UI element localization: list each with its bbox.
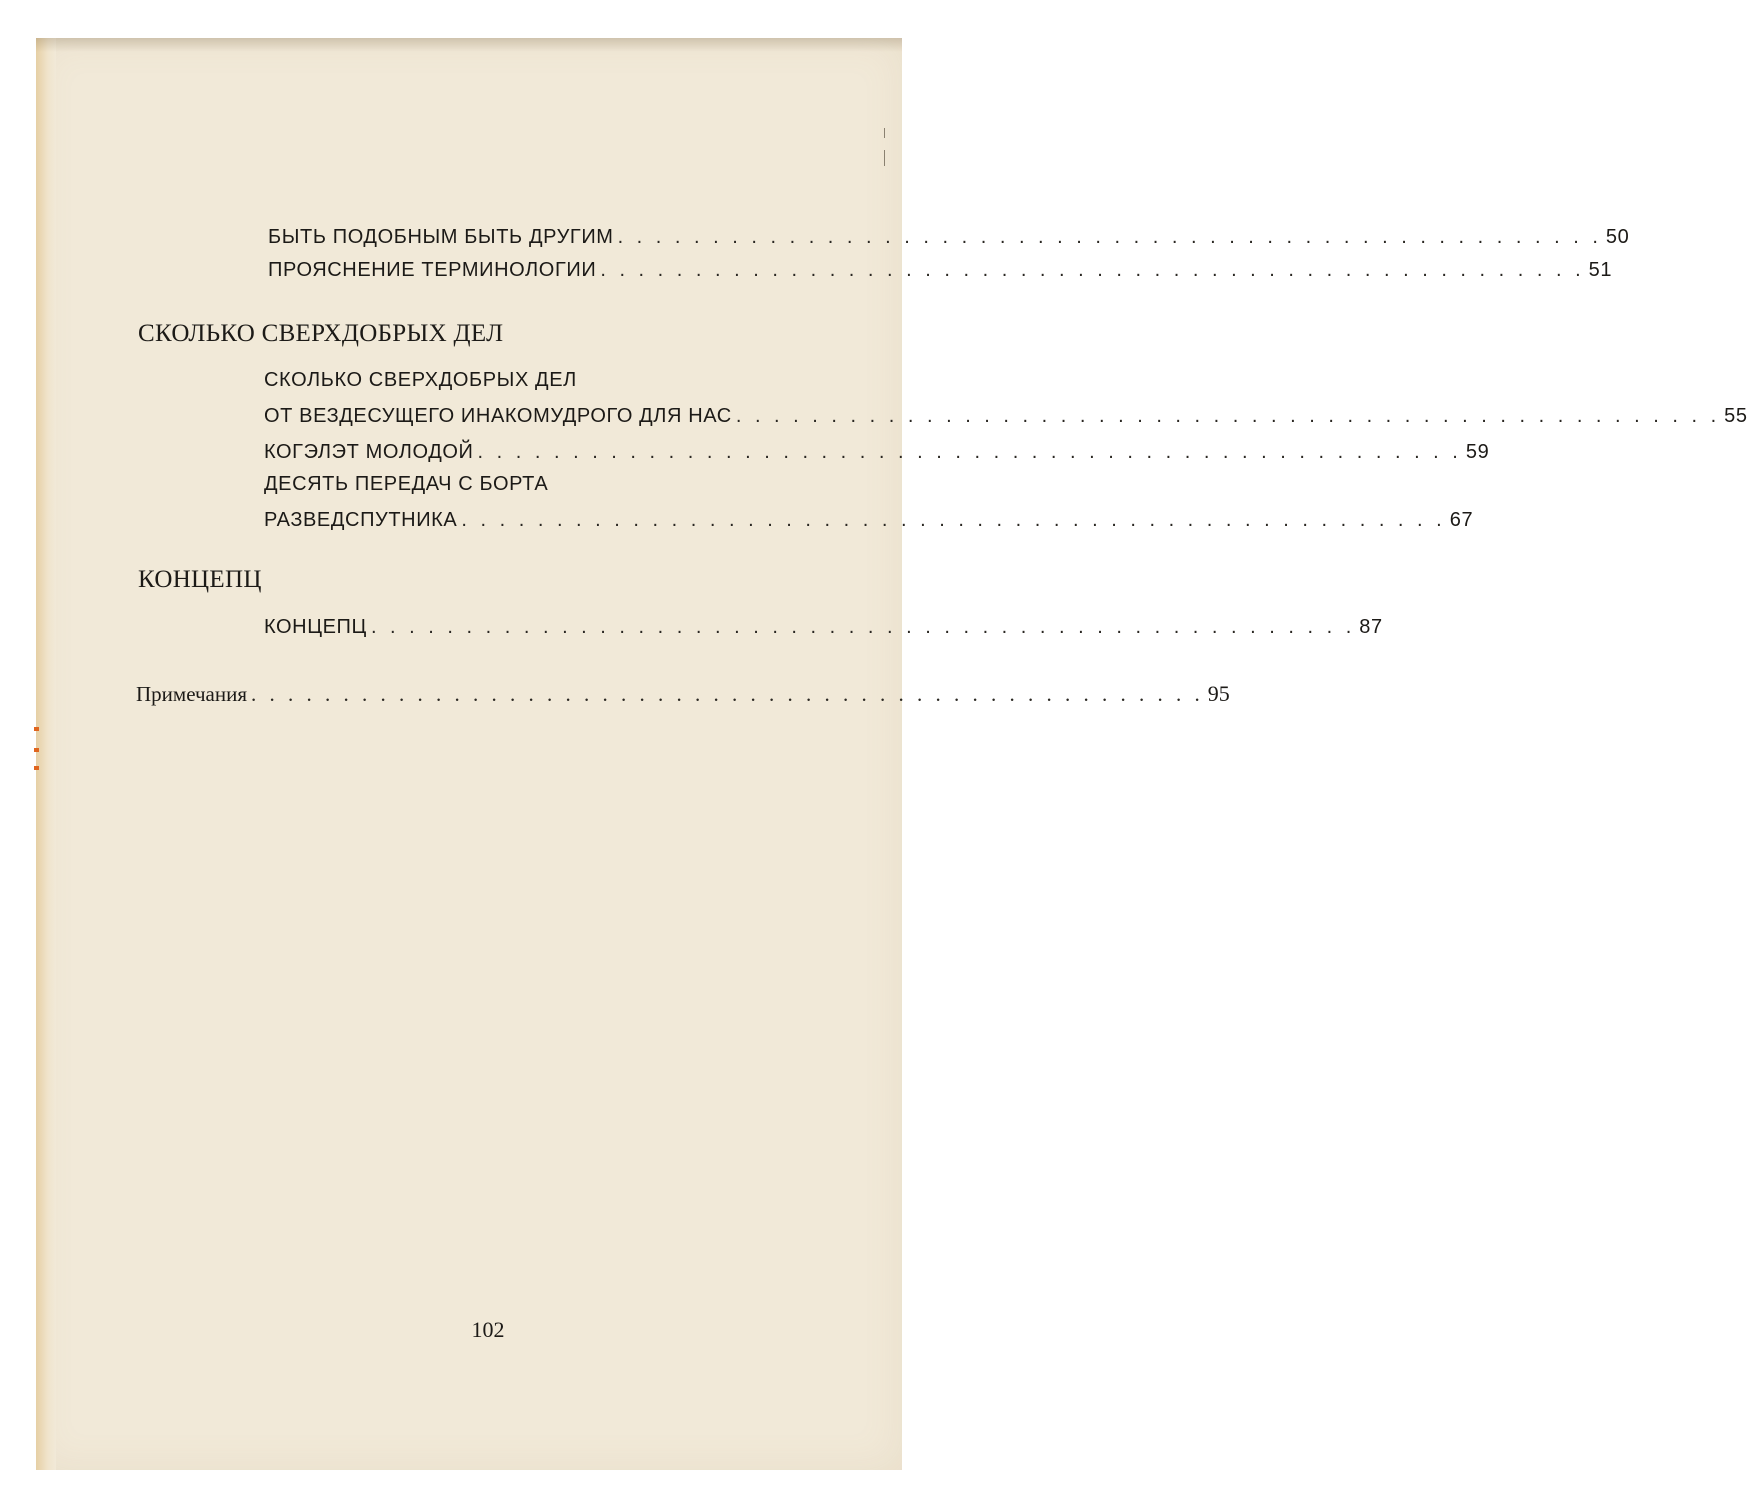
- margin-mark: [884, 150, 885, 166]
- leader-dots: . . . . . . . . . . . . . . . . . . . . . . . . . . . . . . . . . . . . . . . . . . . . . . . . . . . .: [461, 509, 1446, 531]
- toc-entry-page: 95: [1207, 681, 1230, 706]
- page-top-shadow: [36, 38, 902, 52]
- toc-entry: [264, 441, 1490, 464]
- toc-entry-page: 59: [1465, 441, 1490, 463]
- toc-entry-title: КОГЭЛЭТ МОЛОДОЙ: [264, 441, 474, 463]
- toc-entry-page: 50: [1605, 226, 1630, 248]
- print-mark: [34, 766, 39, 770]
- leader-dots: . . . . . . . . . . . . . . . . . . . . . . . . . . . . . . . . . . . . . . . . . . . . . . . . . . . .: [477, 441, 1462, 463]
- toc-entry: [268, 226, 1630, 249]
- toc-entry-page: 67: [1449, 509, 1474, 531]
- toc-entry-title: ОТ ВЕЗДЕСУЩЕГО ИНАКОМУДРОГО ДЛЯ НАС: [264, 405, 732, 427]
- print-mark: [34, 727, 39, 731]
- section-heading: СКОЛЬКО СВЕРХДОБРЫХ ДЕЛ: [138, 320, 504, 347]
- toc-entry-page: 55: [1724, 405, 1748, 427]
- toc-entry-title: ДЕСЯТЬ ПЕРЕДАЧ С БОРТА: [264, 473, 549, 495]
- toc-entry-title: ПРОЯСНЕНИЕ ТЕРМИНОЛОГИИ: [268, 259, 597, 281]
- leader-dots: . . . . . . . . . . . . . . . . . . . . . . . . . . . . . . . . . . . . . . . . . . . . . . . . . . . .: [600, 259, 1585, 281]
- toc-entry-line: [264, 473, 548, 496]
- toc-entry-line: [264, 369, 577, 392]
- section-heading: КОНЦЕПЦ: [138, 566, 262, 593]
- toc-entry: [264, 509, 1474, 532]
- page-edge: [36, 38, 56, 1470]
- toc-entry: [268, 259, 1613, 282]
- toc-entry-notes: [136, 681, 1230, 707]
- toc-entry-page: 51: [1588, 259, 1613, 281]
- print-mark: [34, 748, 39, 752]
- toc-entry-page: 87: [1359, 616, 1383, 638]
- toc-entry-title: КОНЦЕПЦ: [264, 616, 367, 638]
- margin-mark: [884, 128, 885, 138]
- toc-entry: [264, 616, 1383, 639]
- leader-dots: . . . . . . . . . . . . . . . . . . . . . . . . . . . . . . . . . . . . . . . . . . . . . . . . . . . .: [370, 616, 1356, 638]
- toc-entry: [264, 405, 1748, 428]
- toc-entry-title: СКОЛЬКО СВЕРХДОБРЫХ ДЕЛ: [264, 369, 577, 391]
- leader-dots: . . . . . . . . . . . . . . . . . . . . . . . . . . . . . . . . . . . . . . . . . . . . . . . . . . . .: [617, 226, 1602, 248]
- book-page: [36, 38, 902, 1470]
- page-number: 102: [471, 1317, 505, 1342]
- toc-entry-title: РАЗВЕДСПУТНИКА: [264, 509, 458, 531]
- leader-dots: . . . . . . . . . . . . . . . . . . . . . . . . . . . . . . . . . . . . . . . . . . . . . . . . . . . .: [735, 405, 1721, 427]
- toc-entry-title: Примечания: [136, 682, 248, 706]
- toc-entry-title: БЫТЬ ПОДОБНЫМ БЫТЬ ДРУГИМ: [268, 226, 614, 248]
- leader-dots: . . . . . . . . . . . . . . . . . . . . . . . . . . . . . . . . . . . . . . . . . . . . . . . . . . . .: [251, 682, 1204, 706]
